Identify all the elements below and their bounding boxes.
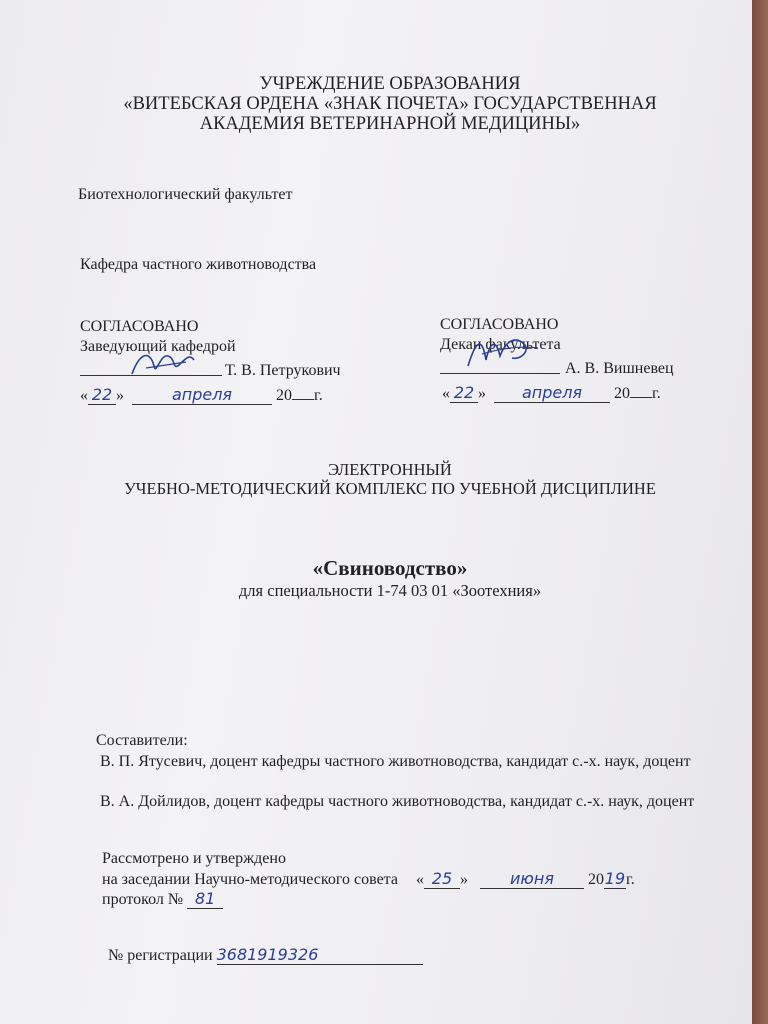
approval-right-role: Декан факультета bbox=[440, 336, 561, 353]
registration-number: 3681919326 bbox=[217, 946, 423, 965]
approval-left-day: 22 bbox=[88, 386, 116, 405]
review-year: 19 bbox=[604, 869, 626, 888]
authors-label: Составители: bbox=[96, 732, 188, 749]
header-line-3: АКАДЕМИЯ ВЕТЕРИНАРНОЙ МЕДИЦИНЫ» bbox=[199, 114, 581, 134]
protocol-line bbox=[102, 890, 223, 909]
approval-right-month: апреля bbox=[494, 384, 610, 403]
author-1: В. П. Ятусевич, доцент кафедры частного животноводства, кандидат с.-х. наук, доцент bbox=[100, 753, 691, 770]
approval-left-year-suffix: г. bbox=[314, 387, 323, 404]
header-line-2: «ВИТЕБСКАЯ ОРДЕНА «ЗНАК ПОЧЕТА» ГОСУДАРСТВЕННАЯ bbox=[123, 94, 657, 114]
approval-right-year-suffix: г. bbox=[652, 385, 661, 402]
quote-open: « bbox=[415, 871, 424, 888]
approval-right-date bbox=[442, 384, 661, 403]
specialty: для специальности 1-74 03 01 «Зоотехния» bbox=[238, 581, 542, 600]
year-blank bbox=[630, 397, 652, 398]
department-name: Кафедра частного животноводства bbox=[80, 256, 317, 273]
signature-right-icon bbox=[462, 330, 542, 374]
year-blank bbox=[292, 399, 314, 400]
document-type bbox=[80, 460, 700, 498]
quote-close: » bbox=[116, 387, 124, 404]
header-line-1: УЧРЕЖДЕНИЕ ОБРАЗОВАНИЯ bbox=[259, 74, 521, 94]
quote-open: « bbox=[442, 385, 450, 402]
protocol-label: протокол № bbox=[102, 891, 184, 908]
review-line-1: Рассмотрено и утверждено bbox=[102, 850, 286, 867]
review-day: 25 bbox=[424, 870, 460, 889]
approval-left-month: апреля bbox=[132, 386, 272, 405]
approval-left-year-prefix: 20 bbox=[276, 387, 292, 404]
approval-left-title: СОГЛАСОВАНО bbox=[80, 318, 199, 335]
protocol-number: 81 bbox=[187, 890, 223, 909]
registration-label: № регистрации bbox=[108, 947, 213, 964]
faculty-name: Биотехнологический факультет bbox=[78, 186, 293, 203]
subject-title: «Свиноводство» bbox=[312, 556, 468, 580]
quote-close: » bbox=[459, 871, 468, 888]
approval-right-title: СОГЛАСОВАНО bbox=[440, 316, 559, 333]
approval-right-name: А. В. Вишневец bbox=[565, 360, 674, 377]
approval-right-year-prefix: 20 bbox=[614, 385, 630, 402]
author-2: В. А. Дойлидов, доцент кафедры частного животноводства, кандидат с.-х. наук, доцент bbox=[100, 793, 695, 810]
table-background bbox=[752, 0, 768, 1024]
approval-left-name: Т. В. Петрукович bbox=[225, 362, 341, 379]
review-year-prefix: 20 bbox=[587, 871, 604, 888]
registration-line bbox=[108, 946, 423, 965]
approval-left-role: Заведующий кафедрой bbox=[80, 338, 236, 355]
doc-type-line-1: ЭЛЕКТРОННЫЙ bbox=[328, 460, 452, 479]
approval-left-date bbox=[80, 386, 323, 405]
council-text: на заседании Научно-методического совета bbox=[102, 871, 398, 888]
signature-left-icon bbox=[128, 346, 198, 380]
institution-header bbox=[80, 74, 700, 134]
doc-type-line-2: УЧЕБНО-МЕТОДИЧЕСКИЙ КОМПЛЕКС ПО УЧЕБНОЙ ДИСЦИПЛИНЕ bbox=[124, 479, 656, 498]
quote-close: » bbox=[478, 385, 486, 402]
quote-open: « bbox=[80, 387, 88, 404]
review-line-2 bbox=[102, 870, 635, 889]
review-month: июня bbox=[480, 870, 584, 889]
approval-right-day: 22 bbox=[450, 384, 478, 403]
review-year-suffix: г. bbox=[625, 871, 635, 888]
